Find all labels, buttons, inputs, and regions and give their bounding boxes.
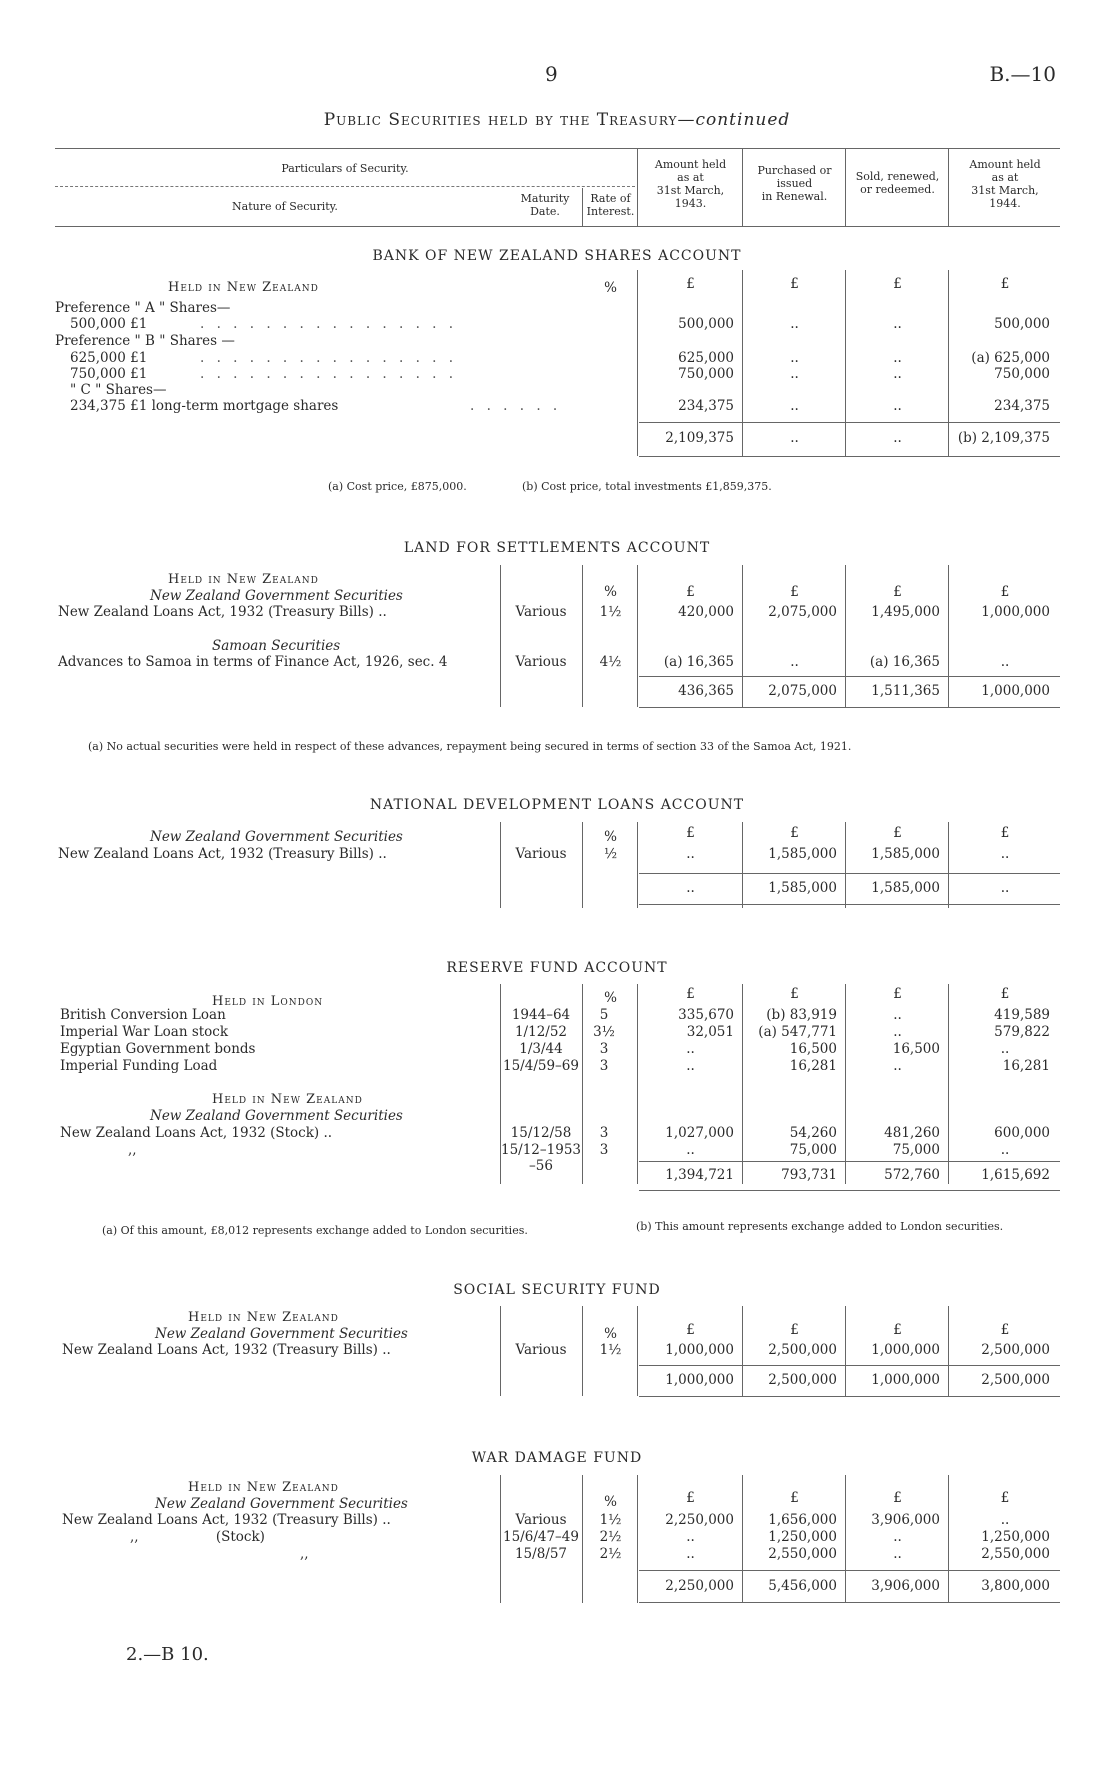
land-subhead: New Zealand Government Securities xyxy=(150,588,403,604)
social-r1-d: 2,500,000 xyxy=(981,1342,1050,1358)
reserve-r2-d: .. xyxy=(1000,1041,1010,1057)
bank-r1-a: 500,000 xyxy=(678,316,734,332)
reserve-note-b: (b) This amount represents exchange added to London securities. xyxy=(636,1220,1004,1233)
reserve-total-c: 572,760 xyxy=(884,1167,940,1183)
col-purch-l1: Purchased or xyxy=(757,164,832,177)
col-sold-l1: Sold, renewed, xyxy=(855,170,940,183)
land-r2-rate: 4½ xyxy=(599,654,622,670)
war-r2-label: ,, xyxy=(300,1546,309,1562)
reserve-r3-c: .. xyxy=(893,1058,902,1074)
reserve-r0-maturity: 1944–64 xyxy=(511,1007,571,1023)
bank-held: Held in New Zealand xyxy=(168,280,319,295)
land-r1-a: 420,000 xyxy=(678,604,734,620)
col-maturity-l2: Date. xyxy=(530,205,560,218)
document-reference: B.—10 xyxy=(989,62,1056,86)
war-total-c: 3,906,000 xyxy=(871,1578,940,1594)
bank-r1-d: 500,000 xyxy=(994,316,1050,332)
col-purchased xyxy=(744,164,845,203)
reserve-nz1-d: .. xyxy=(1000,1142,1010,1158)
land-unit-a: £ xyxy=(686,584,695,600)
social-subhead: New Zealand Government Securities xyxy=(155,1326,408,1342)
social-unit-c: £ xyxy=(893,1322,902,1338)
reserve-r1-maturity: 1/12/52 xyxy=(514,1024,568,1040)
reserve-r3-rate: 3 xyxy=(599,1058,609,1074)
bank-r1-b: .. xyxy=(790,316,799,332)
war-r2-a: .. xyxy=(686,1546,695,1562)
reserve-nz0-d: 600,000 xyxy=(994,1125,1050,1141)
reserve-r3-label: Imperial Funding Load xyxy=(60,1058,218,1074)
reserve-r1-a: 32,051 xyxy=(686,1024,734,1040)
national-title: NATIONAL DEVELOPMENT LOANS ACCOUNT xyxy=(369,797,745,813)
col-sold xyxy=(847,170,948,196)
war-r0-c: 3,906,000 xyxy=(871,1512,940,1528)
reserve-nz1-label: ,, xyxy=(128,1142,137,1158)
title-suffix: continued xyxy=(695,110,791,130)
col-a1943-l2: as at xyxy=(677,171,704,184)
war-total-d: 3,800,000 xyxy=(981,1578,1050,1594)
reserve-r2-a: .. xyxy=(686,1041,695,1057)
bank-pref-b-sub1: 625,000 £1 xyxy=(70,350,148,366)
bank-r3-d: 750,000 xyxy=(994,366,1050,382)
reserve-r2-maturity: 1/3/44 xyxy=(519,1041,563,1057)
war-r0-b: 1,656,000 xyxy=(768,1512,837,1528)
war-unit-rate: % xyxy=(604,1494,617,1510)
reserve-r2-b: 16,500 xyxy=(789,1041,837,1057)
war-total-b: 5,456,000 xyxy=(768,1578,837,1594)
col-purch-l2: issued xyxy=(776,177,813,190)
bank-unit-c: £ xyxy=(893,276,902,292)
land-unit-c: £ xyxy=(893,584,902,600)
reserve-nz0-b: 54,260 xyxy=(789,1125,837,1141)
land-unit-d: £ xyxy=(1000,584,1010,600)
col-a1944-l2: as at xyxy=(991,171,1019,184)
war-r1-b: 1,250,000 xyxy=(768,1529,837,1545)
bank-r1-c: .. xyxy=(893,316,902,332)
social-total-b: 2,500,000 xyxy=(768,1372,837,1388)
bank-note-a: (a) Cost price, £875,000. xyxy=(328,480,467,493)
war-unit-a: £ xyxy=(686,1490,695,1506)
bank-total-d: (b) 2,109,375 xyxy=(957,430,1050,446)
reserve-r1-label: Imperial War Loan stock xyxy=(60,1024,229,1040)
reserve-r1-c: .. xyxy=(893,1024,902,1040)
bank-r2-d: (a) 625,000 xyxy=(971,350,1050,366)
social-total-c: 1,000,000 xyxy=(871,1372,940,1388)
reserve-r0-c: .. xyxy=(893,1007,902,1023)
land-r2-maturity: Various xyxy=(515,654,567,670)
social-total-a: 1,000,000 xyxy=(665,1372,734,1388)
col-a1944-l4: 1944. xyxy=(989,197,1021,210)
land-r1-c: 1,495,000 xyxy=(871,604,940,620)
bank-unit-rate: % xyxy=(604,280,617,296)
reserve-nz0-label: New Zealand Loans Act, 1932 (Stock) .. xyxy=(60,1125,333,1141)
national-unit-b: £ xyxy=(790,825,799,841)
reserve-nz0-maturity: 15/12/58 xyxy=(510,1125,572,1141)
col-amount-1943 xyxy=(639,158,742,210)
reserve-total-b: 793,731 xyxy=(781,1167,837,1183)
reserve-total-d: 1,615,692 xyxy=(981,1167,1050,1183)
reserve-r3-a: .. xyxy=(686,1058,695,1074)
national-unit-a: £ xyxy=(686,825,695,841)
bank-title: BANK OF NEW ZEALAND SHARES ACCOUNT xyxy=(372,248,742,264)
reserve-nz1-a: .. xyxy=(686,1142,695,1158)
war-unit-b: £ xyxy=(790,1490,799,1506)
war-r0-maturity: Various xyxy=(515,1512,567,1528)
col-rate-l1: Rate of xyxy=(590,192,631,205)
col-a1943-l1: Amount held xyxy=(654,158,727,171)
land-total-a: 436,365 xyxy=(678,683,734,699)
national-r1-b: 1,585,000 xyxy=(768,846,837,862)
col-particulars: Particulars of Security. xyxy=(281,162,409,175)
war-r1-maturity: 15/6/47–49 xyxy=(503,1529,579,1545)
bank-r4-c: .. xyxy=(893,398,902,414)
col-a1944-l3: 31st March, xyxy=(971,184,1039,197)
war-r2-rate: 2½ xyxy=(599,1546,622,1562)
reserve-unit-b: £ xyxy=(790,986,799,1002)
bank-r2-b: .. xyxy=(790,350,799,366)
social-unit-a: £ xyxy=(686,1322,695,1338)
bank-total-b: .. xyxy=(790,430,799,446)
war-r1-rate: 2½ xyxy=(599,1529,622,1545)
land-total-c: 1,511,365 xyxy=(871,683,940,699)
national-unit-rate: % xyxy=(604,829,617,845)
reserve-nz0-rate: 3 xyxy=(599,1125,609,1141)
war-title: WAR DAMAGE FUND xyxy=(471,1450,643,1466)
title-main: Public Securities held by the Treasury— xyxy=(323,110,696,130)
bank-unit-d: £ xyxy=(1000,276,1010,292)
war-unit-c: £ xyxy=(893,1490,902,1506)
reserve-r1-rate: 3½ xyxy=(593,1024,615,1040)
reserve-unit-rate: % xyxy=(604,990,617,1006)
reserve-r2-rate: 3 xyxy=(599,1041,609,1057)
war-r1-label: ,, (Stock) xyxy=(130,1529,265,1545)
reserve-unit-d: £ xyxy=(1000,986,1010,1002)
national-r1-rate: ½ xyxy=(603,846,618,862)
war-r0-label: New Zealand Loans Act, 1932 (Treasury Bills) .. xyxy=(62,1512,391,1528)
social-r1-a: 1,000,000 xyxy=(665,1342,734,1358)
bank-unit-b: £ xyxy=(790,276,799,292)
national-unit-d: £ xyxy=(1000,825,1010,841)
land-r1-maturity: Various xyxy=(515,604,567,620)
social-unit-b: £ xyxy=(790,1322,799,1338)
bank-r3-c: .. xyxy=(893,366,902,382)
col-rate xyxy=(584,192,637,218)
national-total-c: 1,585,000 xyxy=(871,880,940,896)
reserve-held-nz: Held in New Zealand xyxy=(212,1092,363,1107)
social-r1-maturity: Various xyxy=(515,1342,567,1358)
col-maturity xyxy=(508,192,582,218)
national-r1-maturity: Various xyxy=(515,846,567,862)
reserve-r1-b: (a) 547,771 xyxy=(758,1024,837,1040)
war-r1-a: .. xyxy=(686,1529,695,1545)
reserve-unit-c: £ xyxy=(893,986,902,1002)
page-number: 9 xyxy=(545,62,558,86)
reserve-total-a: 1,394,721 xyxy=(665,1167,734,1183)
national-r1-c: 1,585,000 xyxy=(871,846,940,862)
col-purch-l3: in Renewal. xyxy=(761,190,828,203)
footer-signature: 2.—B 10. xyxy=(126,1644,209,1665)
col-amount-1944 xyxy=(950,158,1060,210)
land-r2-a: (a) 16,365 xyxy=(663,654,734,670)
reserve-r0-d: 419,589 xyxy=(994,1007,1050,1023)
social-r1-c: 1,000,000 xyxy=(871,1342,940,1358)
reserve-r2-c: 16,500 xyxy=(892,1041,940,1057)
reserve-r2-label: Egyptian Government bonds xyxy=(60,1041,256,1057)
land-unit-rate: % xyxy=(604,584,617,600)
reserve-r0-a: 335,670 xyxy=(678,1007,734,1023)
social-held: Held in New Zealand xyxy=(188,1310,339,1325)
reserve-nz1-c: 75,000 xyxy=(892,1142,940,1158)
land-total-b: 2,075,000 xyxy=(768,683,837,699)
bank-r3-a: 750,000 xyxy=(678,366,734,382)
social-r1-rate: 1½ xyxy=(599,1342,622,1358)
col-a1943-l4: 1943. xyxy=(674,197,707,210)
bank-pref-b-sub2: 750,000 £1 xyxy=(70,366,148,382)
bank-r4-a: 234,375 xyxy=(678,398,734,414)
col-sold-l2: or redeemed. xyxy=(860,183,935,196)
national-total-d: .. xyxy=(1000,880,1010,896)
land-r1-b: 2,075,000 xyxy=(768,604,837,620)
national-total-b: 1,585,000 xyxy=(768,880,837,896)
war-r2-c: .. xyxy=(893,1546,902,1562)
col-a1944-l1: Amount held xyxy=(969,158,1041,171)
land-subhead2: Samoan Securities xyxy=(212,638,341,654)
bank-pref-a: Preference " A " Shares— xyxy=(55,300,231,316)
social-total-d: 2,500,000 xyxy=(981,1372,1050,1388)
land-r1-label: New Zealand Loans Act, 1932 (Treasury Bills) .. xyxy=(58,604,387,620)
war-total-a: 2,250,000 xyxy=(665,1578,734,1594)
page-title xyxy=(0,110,1114,130)
land-r1-d: 1,000,000 xyxy=(981,604,1050,620)
col-rate-l2: Interest. xyxy=(586,205,635,218)
land-r2-b: .. xyxy=(790,654,799,670)
reserve-nz1-rate: 3 xyxy=(599,1142,609,1158)
col-nature: Nature of Security. xyxy=(232,200,338,213)
war-r1-d: 1,250,000 xyxy=(981,1529,1050,1545)
reserve-nz0-c: 481,260 xyxy=(884,1125,940,1141)
bank-total-a: 2,109,375 xyxy=(665,430,734,446)
war-r0-rate: 1½ xyxy=(599,1512,622,1528)
reserve-r3-b: 16,281 xyxy=(789,1058,837,1074)
land-title: LAND FOR SETTLEMENTS ACCOUNT xyxy=(403,540,711,556)
land-total-d: 1,000,000 xyxy=(981,683,1050,699)
national-r1-a: .. xyxy=(686,846,695,862)
land-r2-d: .. xyxy=(1000,654,1010,670)
reserve-subhead: New Zealand Government Securities xyxy=(150,1108,403,1124)
land-r1-rate: 1½ xyxy=(599,604,622,620)
land-r2-label: Advances to Samoa in terms of Finance Act, 1926, sec. 4 xyxy=(58,654,448,670)
national-unit-c: £ xyxy=(893,825,902,841)
bank-c-sub: 234,375 £1 long-term mortgage shares xyxy=(70,398,339,414)
social-unit-d: £ xyxy=(1000,1322,1010,1338)
reserve-nz1-maturity: 15/12–1953 xyxy=(500,1142,581,1158)
bank-total-c: .. xyxy=(893,430,902,446)
war-r2-b: 2,550,000 xyxy=(768,1546,837,1562)
war-r1-c: .. xyxy=(893,1529,902,1545)
social-unit-rate: % xyxy=(604,1326,617,1342)
land-r2-c: (a) 16,365 xyxy=(869,654,940,670)
national-r1-d: .. xyxy=(1000,846,1010,862)
war-r2-d: 2,550,000 xyxy=(981,1546,1050,1562)
reserve-r3-d: 16,281 xyxy=(1002,1058,1050,1074)
bank-note-b: (b) Cost price, total investments £1,859,375. xyxy=(522,480,772,493)
social-r1-b: 2,500,000 xyxy=(768,1342,837,1358)
social-title: SOCIAL SECURITY FUND xyxy=(453,1282,661,1298)
land-note: (a) No actual securities were held in respect of these advances, repayment being secured in terms of section 33 of the Samoa Act, 1921. xyxy=(88,740,852,753)
bank-r2-a: 625,000 xyxy=(678,350,734,366)
bank-r4-b: .. xyxy=(790,398,799,414)
reserve-note-a: (a) Of this amount, £8,012 represents exchange added to London securities. xyxy=(102,1224,528,1237)
col-a1943-l3: 31st March, xyxy=(656,184,725,197)
war-unit-d: £ xyxy=(1000,1490,1010,1506)
reserve-unit-a: £ xyxy=(686,986,695,1002)
bank-r4-d: 234,375 xyxy=(994,398,1050,414)
reserve-nz0-a: 1,027,000 xyxy=(665,1125,734,1141)
reserve-r0-b: (b) 83,919 xyxy=(766,1007,837,1023)
reserve-title: RESERVE FUND ACCOUNT xyxy=(446,960,668,976)
col-maturity-l1: Maturity xyxy=(520,192,570,205)
war-subhead: New Zealand Government Securities xyxy=(155,1496,408,1512)
national-r1-label: New Zealand Loans Act, 1932 (Treasury Bills) .. xyxy=(58,846,387,862)
national-subhead: New Zealand Government Securities xyxy=(150,829,403,845)
war-r0-d: .. xyxy=(1000,1512,1010,1528)
reserve-maturity-cont: –56 xyxy=(529,1158,553,1174)
land-unit-b: £ xyxy=(790,584,799,600)
reserve-r0-label: British Conversion Loan xyxy=(60,1007,226,1023)
bank-pref-b: Preference " B " Shares — xyxy=(55,333,235,349)
bank-unit-a: £ xyxy=(686,276,695,292)
land-held: Held in New Zealand xyxy=(168,572,319,587)
bank-r3-b: .. xyxy=(790,366,799,382)
bank-c-shares: " C " Shares— xyxy=(70,382,167,398)
war-r0-a: 2,250,000 xyxy=(665,1512,734,1528)
reserve-held-london: Held in London xyxy=(212,994,324,1009)
reserve-r0-rate: 5 xyxy=(599,1007,609,1023)
bank-r2-c: .. xyxy=(893,350,902,366)
reserve-nz1-b: 75,000 xyxy=(789,1142,837,1158)
social-r1-label: New Zealand Loans Act, 1932 (Treasury Bills) .. xyxy=(62,1342,391,1358)
war-held: Held in New Zealand xyxy=(188,1480,339,1495)
bank-pref-a-sub: 500,000 £1 xyxy=(70,316,148,332)
reserve-r1-d: 579,822 xyxy=(994,1024,1050,1040)
national-total-a: .. xyxy=(686,880,695,896)
war-r2-maturity: 15/8/57 xyxy=(514,1546,568,1562)
reserve-r3-maturity: 15/4/59–69 xyxy=(503,1058,579,1074)
